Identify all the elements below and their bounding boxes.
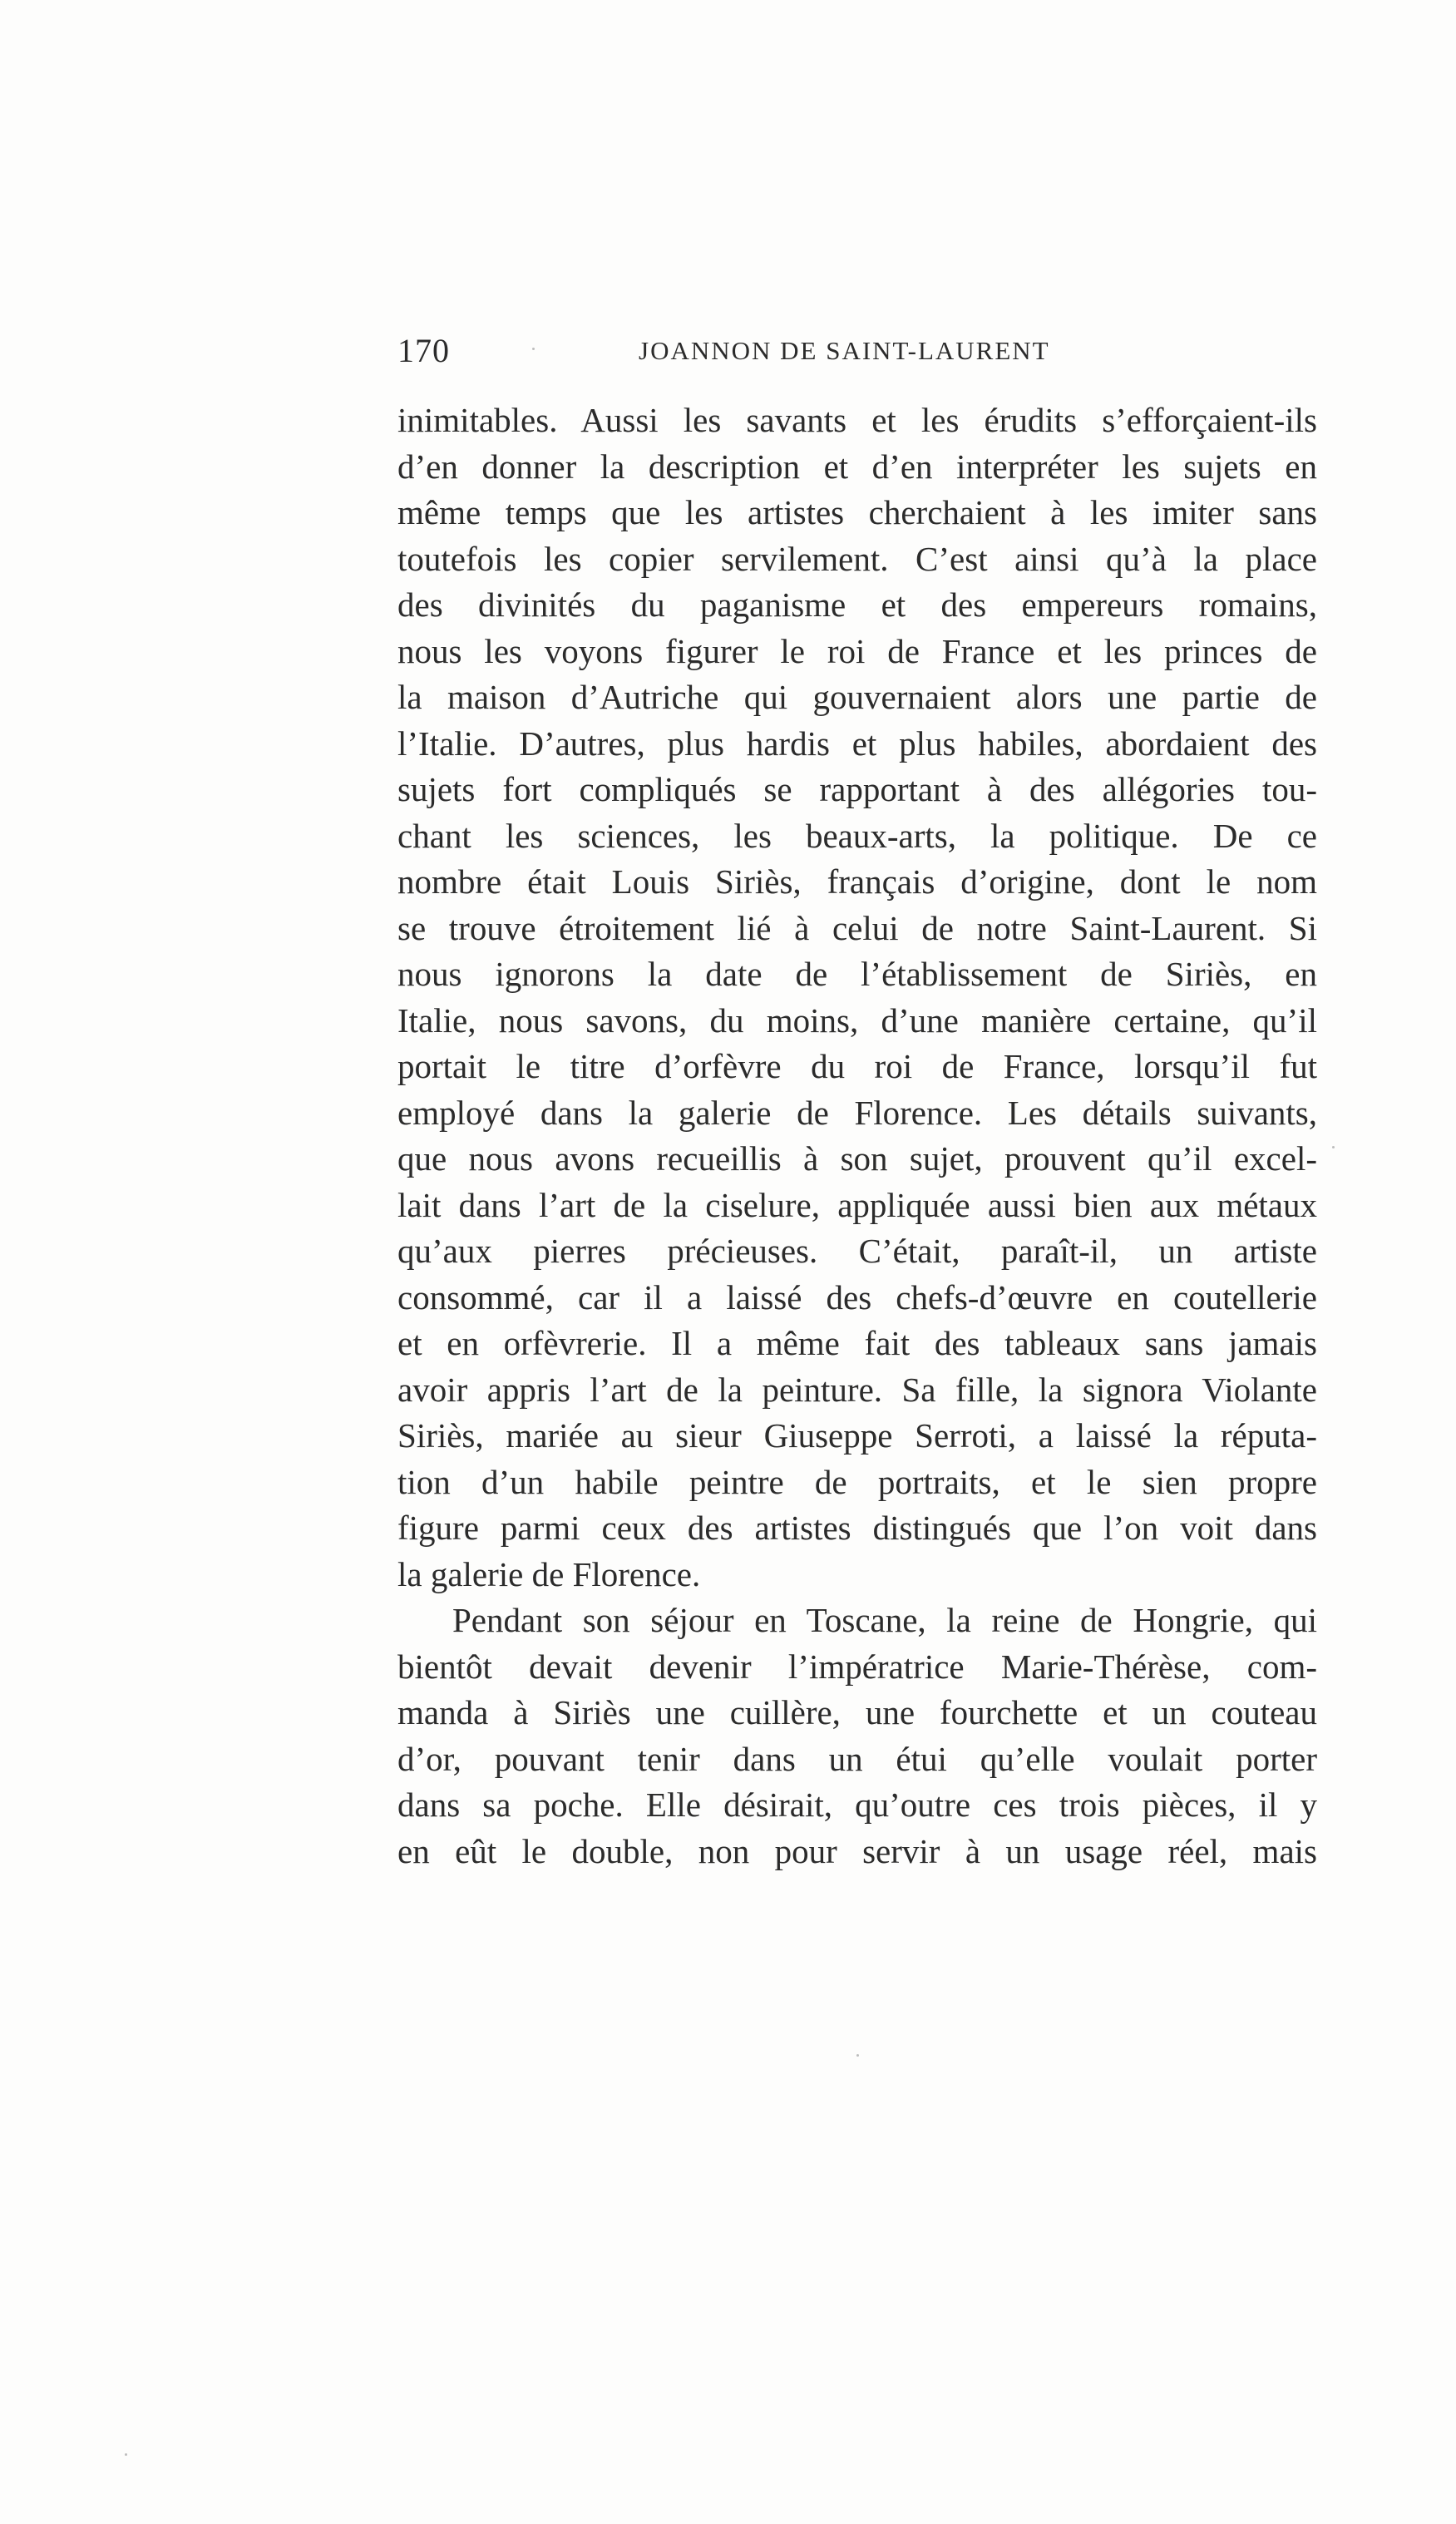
text-line: Siriès, mariée au sieur Giuseppe Serroti, a laissé la réputa- bbox=[397, 1416, 1317, 1455]
text-line: la galerie de Florence. bbox=[397, 1554, 701, 1593]
text-line: et en orfèvrerie. Il a même fait des tableaux sans jamais bbox=[397, 1324, 1317, 1362]
text-line: des divinités du paganisme et des empereurs romains, bbox=[397, 585, 1317, 624]
paper-speck bbox=[532, 348, 535, 350]
text-line: nous les voyons figurer le roi de France et les princes de bbox=[397, 631, 1317, 670]
text-line: qu’aux pierres précieuses. C’était, paraît-il, un artiste bbox=[397, 1232, 1317, 1270]
text-line: nous ignorons la date de l’établissement de Siriès, en bbox=[397, 955, 1317, 993]
text-line: lait dans l’art de la ciselure, appliquée aussi bien aux métaux bbox=[397, 1185, 1317, 1224]
text-line: chant les sciences, les beaux-arts, la politique. De ce bbox=[397, 816, 1317, 855]
text-line: manda à Siriès une cuillère, une fourchette et un couteau bbox=[397, 1693, 1317, 1731]
text-line: bientôt devait devenir l’impératrice Marie-Thérèse, com- bbox=[397, 1647, 1317, 1686]
paper-speck bbox=[856, 2054, 859, 2057]
paper-speck bbox=[1332, 1146, 1335, 1148]
paragraph-first-line: Pendant son séjour en Toscane, la reine de Hongrie, qui bbox=[452, 1601, 1317, 1639]
text-line: tion d’un habile peintre de portraits, et le sien propre bbox=[397, 1462, 1317, 1501]
body-text bbox=[397, 398, 1317, 1874]
text-line: en eût le double, non pour servir à un usage réel, mais bbox=[397, 1831, 1317, 1870]
text-line: portait le titre d’orfèvre du roi de France, lorsqu’il fut bbox=[397, 1047, 1317, 1085]
paper-speck bbox=[125, 2453, 127, 2456]
text-line: inimitables. Aussi les savants et les érudits s’efforçaient-ils bbox=[397, 401, 1317, 439]
text-line: sujets fort compliqués se rapportant à des allégories tou- bbox=[397, 770, 1317, 808]
text-line: toutefois les copier servilement. C’est ainsi qu’à la place bbox=[397, 539, 1317, 578]
text-line: Italie, nous savons, du moins, d’une manière certaine, qu’il bbox=[397, 1000, 1317, 1040]
text-line: d’or, pouvant tenir dans un étui qu’elle voulait porter bbox=[397, 1739, 1317, 1778]
text-line: l’Italie. D’autres, plus hardis et plus habiles, abordaient des bbox=[397, 724, 1317, 763]
text-line: dans sa poche. Elle désirait, qu’outre ces trois pièces, il y bbox=[397, 1786, 1317, 1824]
text-line: que nous avons recueillis à son sujet, prouvent qu’il excel- bbox=[397, 1139, 1317, 1178]
text-line: consommé, car il a laissé des chefs-d’œuvre en coutellerie bbox=[397, 1277, 1317, 1316]
text-line: employé dans la galerie de Florence. Les détails suivants, bbox=[397, 1093, 1317, 1132]
text-line: se trouve étroitement lié à celui de notre Saint-Laurent. Si bbox=[397, 908, 1317, 947]
text-line: avoir appris l’art de la peinture. Sa fille, la signora Violante bbox=[397, 1370, 1317, 1409]
text-line: même temps que les artistes cherchaient à les imiter sans bbox=[397, 493, 1317, 531]
text-line: d’en donner la description et d’en interpréter les sujets en bbox=[397, 447, 1317, 486]
text-line: la maison d’Autriche qui gouvernaient alors une partie de bbox=[397, 678, 1317, 716]
running-title: JOANNON DE SAINT-LAURENT bbox=[639, 336, 1050, 365]
text-line: nombre était Louis Siriès, français d’origine, dont le nom bbox=[397, 862, 1317, 901]
page-number: 170 bbox=[397, 332, 450, 369]
text-line: figure parmi ceux des artistes distingués que l’on voit dans bbox=[397, 1509, 1317, 1547]
running-head bbox=[397, 331, 1317, 373]
